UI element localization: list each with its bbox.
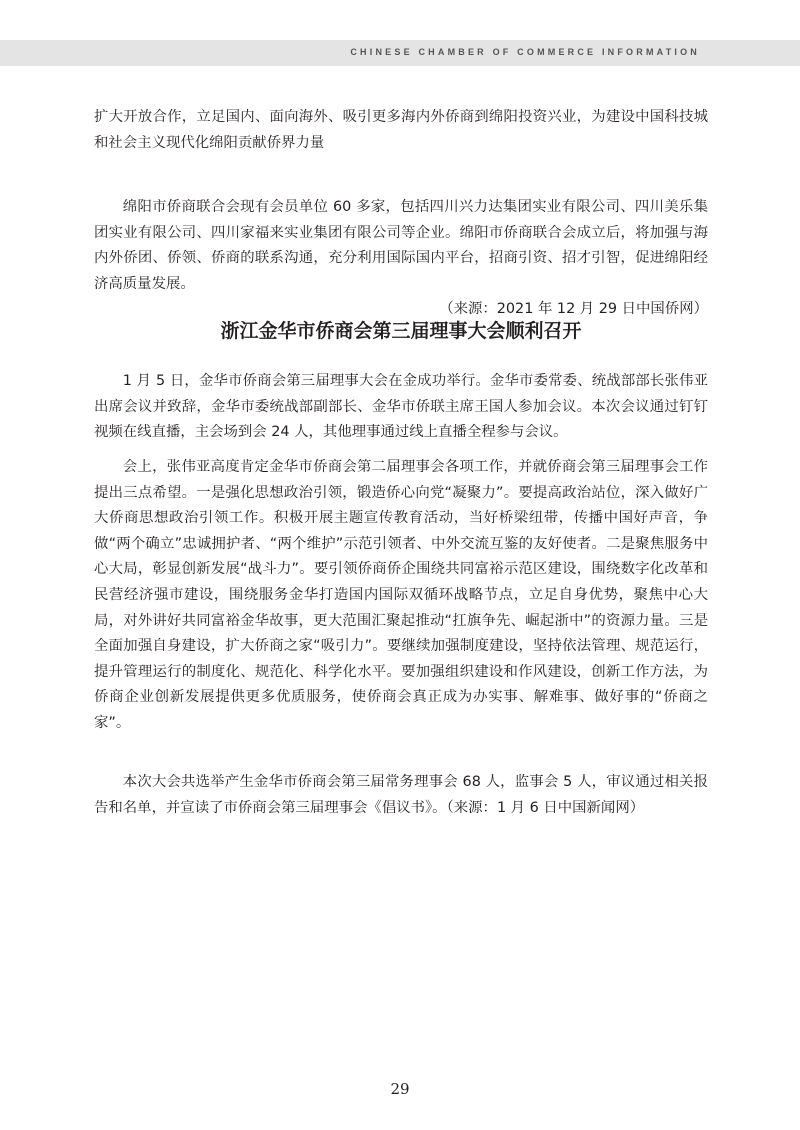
prev-article-paragraph-text: 绵阳市侨商联合会现有会员单位 60 多家，包括四川兴力达集团实业有限公司、四川美乐集团实业有限公司、四川家福来实业集团有限公司等企业。绵阳市侨商联合会成立后，将加强与海内外侨团、侨领、侨商的联系沟通，充分利用国际国内平台，招商引资、招才引智，促进绵阳经济高质量发展。 <box>94 199 708 292</box>
running-header: CHINESE CHAMBER OF COMMERCE INFORMATION <box>350 47 700 57</box>
continued-paragraph: 扩大开放合作，立足国内、面向海外、吸引更多海内外侨商到绵阳投资兴业，为建设中国科技城和社会主义现代化绵阳贡献侨界力量 <box>94 109 708 151</box>
article-paragraph-2: 会上，张伟亚高度肯定金华市侨商会第二届理事会各项工作，并就侨商会第三届理事会工作提出三点希望。一是强化思想政治引领，锻造侨心向党“凝聚力”。要提高政治站位，深入做好广大侨商思想政治引领工作。积极开展主题宣传教育活动，当好桥梁纽带，传播中国好声音，争做“两个确立”忠诚拥护者、“两个维护”示范引领者、中外交流互鉴的友好使者。二是聚焦服务中心大局，彰显创新发展“战斗力”。要引领侨商侨企围绕共同富裕示范区建设，围绕数字化改革和民营经济强市建设，围绕服务金华打造国内国际双循环战略节点，立足自身优势，聚焦中心大局，对外讲好共同富裕金华故事，更大范围汇聚起推动“扛旗争先、崛起浙中”的资源力量。三是全面加强自身建设，扩大侨商之家“吸引力”。要继续加强制度建设，坚持依法管理、规范运行，提升管理运行的制度化、规范化、科学化水平。要加强组织建设和作风建设，创新工作方法，为侨商企业创新发展提供更多优质服务，使侨商会真正成为办实事、解难事、做好事的“侨商之家”。 <box>94 459 708 731</box>
article-paragraph-1: 1 月 5 日，金华市侨商会第三届理事大会在金成功举行。金华市委常委、统战部部长张伟亚出席会议并致辞，金华市委统战部副部长、金华市侨联主席王国人参加会议。本次会议通过钉钉视频在线直播，主会场到会 24 人，其他理事通过线上直播全程参与会议。 <box>94 373 708 441</box>
prev-article-source: （来源：2021 年 12 月 29 日中国侨网） <box>439 301 708 318</box>
article-paragraph-3-text: 本次大会共选举产生金华市侨商会第三届常务理事会 68 人，监事会 5 人，审议通过相关报告和名单，并宣读了市侨商会第三届理事会《倡议书》。 <box>94 774 708 816</box>
article-title: 浙江金华市侨商会第三届理事大会顺利召开 <box>220 320 582 342</box>
article-source: （来源：1 月 6 日中国新闻网） <box>446 799 645 816</box>
article-paragraph-3 <box>94 770 708 821</box>
page-number: 29 <box>390 1080 410 1098</box>
prev-article-paragraph <box>94 195 708 323</box>
